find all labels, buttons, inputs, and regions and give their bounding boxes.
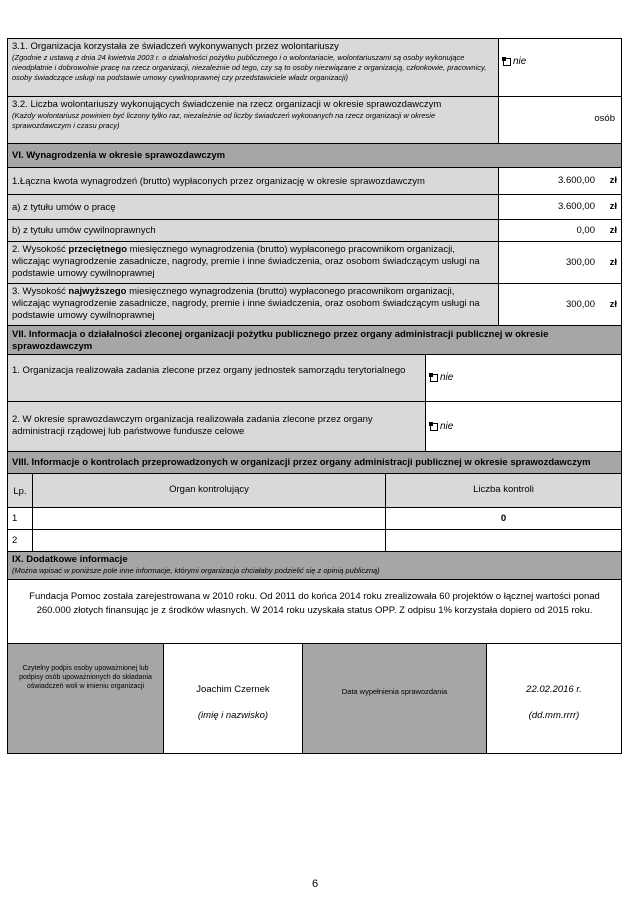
section-6-header: VI. Wynagrodzenia w okresie sprawozdawczym [8, 144, 621, 167]
row-count[interactable]: 0 [500, 513, 507, 524]
section-9-header: IX. Dodatkowe informacje [12, 554, 128, 565]
salary-total-value: 3.600,00 [558, 175, 595, 186]
volunteer-count-note: (Każdy wolontariusz powinien być liczony tylko raz, niezależnie od liczby świadczeń wykonanych na rzecz organizacji w okresie sprawozdawczym i czasu pracy) [12, 111, 436, 130]
salary-employment-row [7, 195, 622, 220]
signer-name-hint: (imię i nazwisko) [197, 710, 269, 721]
salary-average-value-cell[interactable] [499, 242, 621, 283]
currency-label: zł [609, 175, 617, 186]
volunteers-question-title: 3.1. Organizacja korzystała ze świadczeń wykonywanych przez wolontariuszy [12, 41, 339, 52]
additional-info-text[interactable]: Fundacja Pomoc została zarejestrowana w 2010 roku. Od 2011 do końca 2014 roku zrealizowała 60 projektów o łącznej wartości ponad 260.000 złotych finansując je z środków własnych. W 2014 roku uzyskała status OPP. Z odpisu 1% korzystała dopiero od 2015 roku. [29, 591, 600, 616]
date-format-hint: (dd.mm.rrrr) [528, 710, 580, 721]
salary-employment-label: a) z tytułu umów o pracę [8, 195, 499, 219]
salary-civil-row [7, 220, 622, 242]
controls-table-row [7, 508, 622, 530]
salary-highest-value: 300,00 [565, 298, 595, 310]
controls-table-header [7, 474, 622, 508]
signature-label: Czytelny podpis osoby upoważnionej lub podpisy osób upoważnionych do składania oświadczeń woli w imieniu organizacji [8, 644, 164, 753]
section-9-note: (Można wpisać w poniższe pole inne informacje, którymi organizacja chciałaby podzielić się z opinią publiczną) [12, 566, 380, 575]
volunteers-question-note: (Zgodnie z ustawą z dnia 24 kwietnia 2003 r. o działalności pożytku publicznego i o wolontariacie, wolontariuszami są osoby wykonujące nieodpłatnie i dobrowolnie pracę na rzecz organizacji, niezależnie od tego, czy są to osoby niezwiązane z organizacją, członkowie, pracownicy, osoby świadczące usługi na podstawie umowy cywilnoprawnej czy przedstawiciele władz organizacji) [12, 53, 487, 82]
section-7-header: VII. Informacja o działalności zleconej organizacji pożytku publicznego przez organy administracji publicznej w okresie sprawozdawczym [8, 326, 621, 354]
salary-average-label [8, 242, 499, 283]
volunteers-question-cell [8, 39, 499, 96]
checkbox-icon[interactable] [503, 58, 511, 66]
controls-table-row [7, 530, 622, 552]
report-page [7, 38, 622, 754]
signer-name-cell[interactable] [164, 644, 303, 753]
salary-total-label: 1.Łączna kwota wynagrodzeń (brutto) wypłaconych przez organizację w okresie sprawozdawczym [8, 168, 499, 194]
volunteer-count-row [7, 97, 622, 144]
row-count[interactable] [386, 530, 621, 551]
section-9-header-cell [8, 552, 621, 579]
signer-name: Joachim Czernek [196, 684, 270, 695]
local-gov-tasks-answer: nie [440, 372, 454, 383]
volunteer-count-title: 3.2. Liczba wolontariuszy wykonujących świadczenie na rzecz organizacji w okresie sprawozdawczym [12, 99, 442, 110]
gov-tasks-row [7, 402, 622, 452]
signature-row [7, 644, 622, 754]
salary-highest-value-cell[interactable] [499, 284, 621, 325]
currency-label: zł [609, 201, 617, 212]
page-number: 6 [311, 878, 319, 890]
section-9-header-row [7, 552, 622, 580]
salary-highest-label-bold: najwyższego [68, 286, 127, 297]
salary-average-value: 300,00 [565, 256, 595, 268]
local-gov-tasks-label: 1. Organizacja realizowała zadania zlecone przez organy jednostek samorządu terytorialnego [8, 355, 426, 401]
salary-average-label-bold: przeciętnego [68, 244, 128, 255]
local-gov-tasks-row [7, 355, 622, 402]
salary-average-label-post: miesięcznego wynagrodzenia (brutto) wypłaconego pracownikom organizacji, wliczając wynagrodzenie zasadnicze, nagrody, premie i inne świadczenia, oraz osobom świadczącym usługi na podstawie umowy cywilnoprawnej [12, 244, 480, 279]
col-count-header: Liczba kontroli [386, 474, 621, 507]
col-lp-header: Lp. [8, 474, 33, 507]
local-gov-tasks-answer-cell[interactable] [426, 355, 621, 401]
salary-highest-label [8, 284, 499, 325]
date-cell[interactable] [487, 644, 621, 753]
salary-employment-value: 3.600,00 [558, 201, 595, 212]
gov-tasks-answer-cell[interactable] [426, 402, 621, 451]
report-date: 22.02.2016 r. [526, 684, 582, 695]
salary-highest-label-pre: 3. Wysokość [12, 286, 69, 297]
currency-label: zł [609, 224, 617, 236]
checkbox-icon[interactable] [430, 374, 438, 382]
col-organ-header: Organ kontrolujący [33, 474, 386, 507]
volunteers-answer: nie [513, 56, 527, 67]
volunteer-count-value-cell[interactable] [499, 97, 621, 143]
salary-highest-row [7, 284, 622, 326]
additional-info-row [7, 580, 622, 644]
salary-highest-label-post: miesięcznego wynagrodzenia (brutto) wypłaconego pracownikom organizacji, wliczając wynagrodzenie zasadnicze, nagrody, premie i inne świadczenia, oraz osobom świadczącym usługi na podstawie umowy cywilnoprawnej [12, 286, 480, 321]
volunteer-count-unit: osób [594, 113, 615, 124]
salary-total-value-cell[interactable] [499, 168, 621, 194]
currency-label: zł [609, 256, 617, 268]
section-8-header: VIII. Informacje o kontrolach przeprowadzonych w organizacji przez organy administracji publicznej w okresie sprawozdawczym [8, 452, 621, 473]
volunteers-question-row [7, 38, 622, 97]
row-organ[interactable] [33, 530, 386, 551]
row-lp: 2 [8, 530, 33, 551]
currency-label: zł [609, 298, 617, 310]
section-7-header-row [7, 326, 622, 355]
volunteer-count-cell [8, 97, 499, 143]
section-6-header-row [7, 144, 622, 168]
gov-tasks-answer: nie [440, 421, 454, 432]
row-organ[interactable] [33, 508, 386, 529]
salary-civil-label: b) z tytułu umów cywilnoprawnych [8, 220, 499, 241]
salary-civil-value-cell[interactable] [499, 220, 621, 241]
salary-total-row [7, 168, 622, 195]
salary-average-label-pre: 2. Wysokość [12, 244, 69, 255]
salary-employment-value-cell[interactable] [499, 195, 621, 219]
section-8-header-row [7, 452, 622, 474]
row-lp: 1 [8, 508, 33, 529]
gov-tasks-label: 2. W okresie sprawozdawczym organizacja realizowała zadania zlecone przez organy administracji rządowej lub państwowe fundusze celowe [8, 402, 426, 451]
volunteers-answer-cell[interactable] [499, 39, 621, 96]
salary-average-row [7, 242, 622, 284]
checkbox-icon[interactable] [430, 423, 438, 431]
date-label: Data wypełnienia sprawozdania [303, 644, 487, 753]
salary-civil-value: 0,00 [576, 224, 595, 236]
